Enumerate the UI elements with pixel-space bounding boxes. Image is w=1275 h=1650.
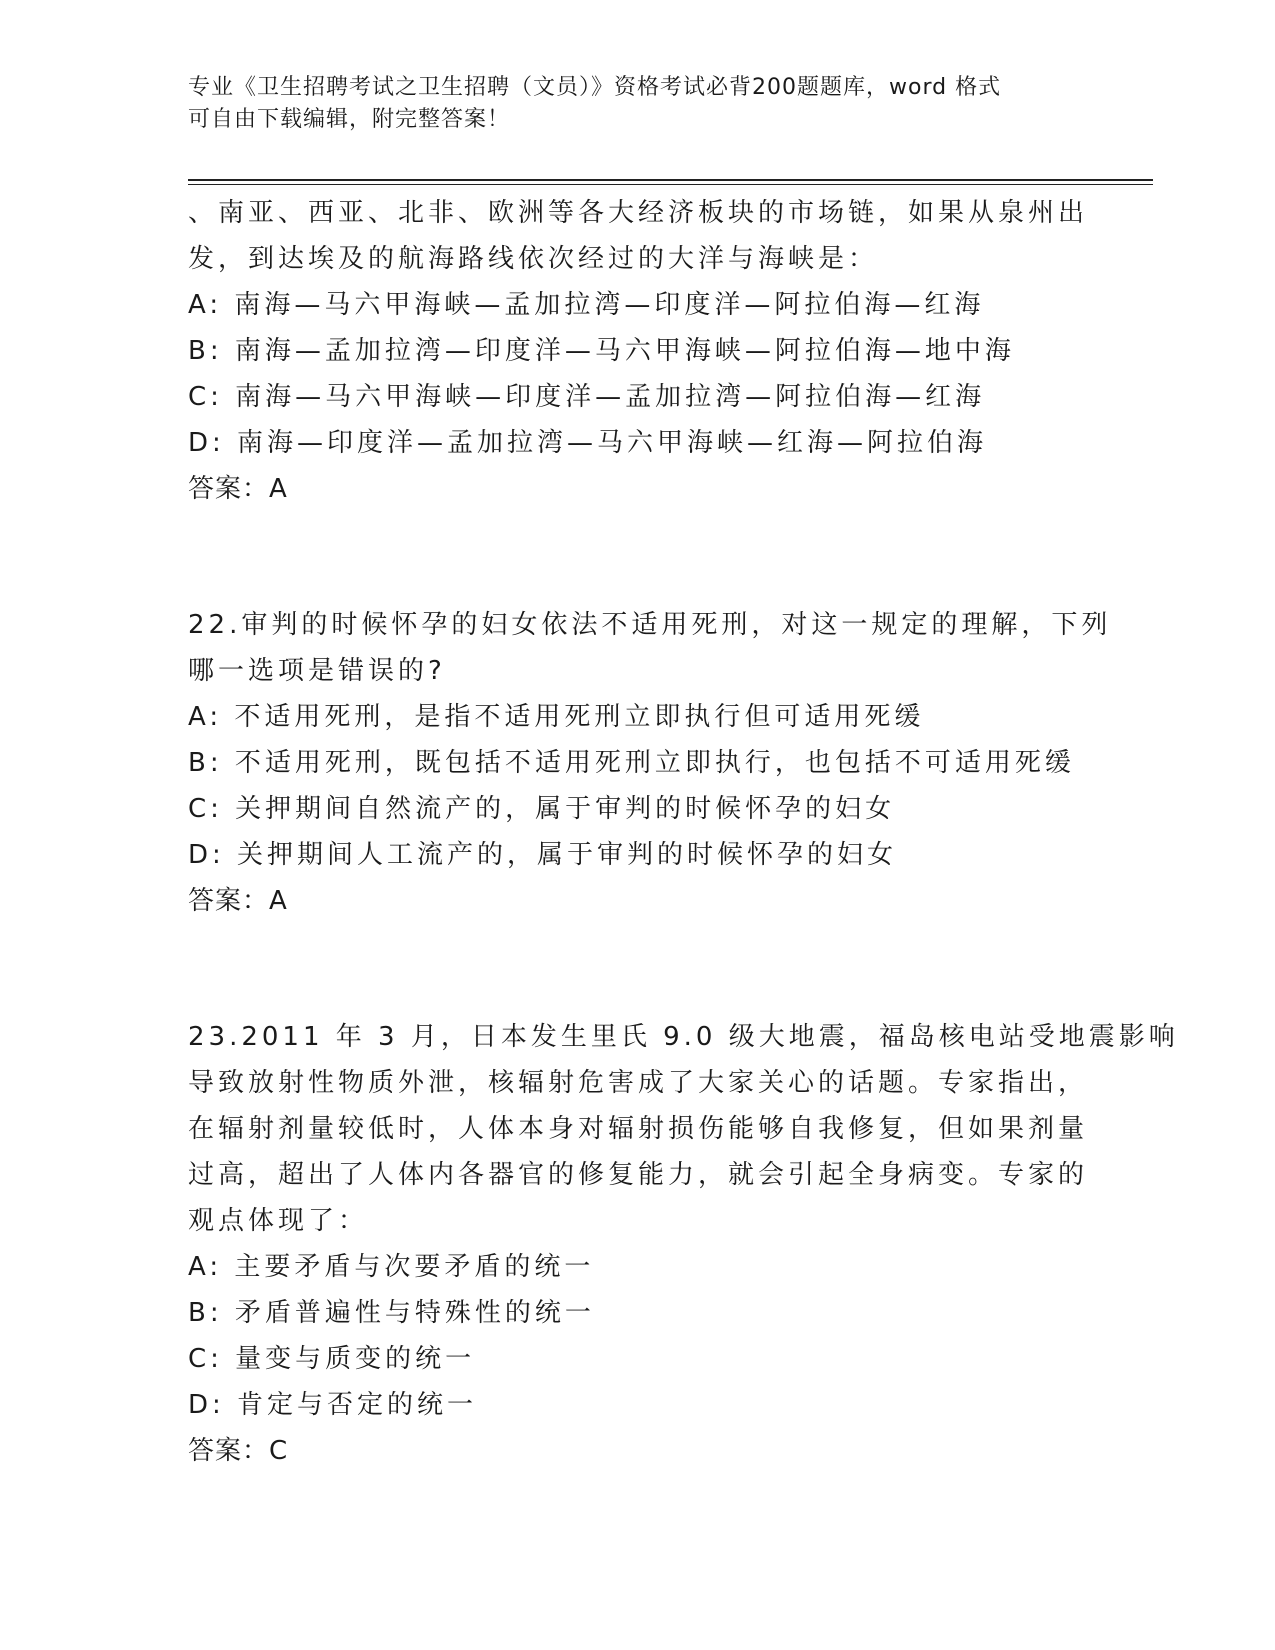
option-a: A: 主要矛盾与次要矛盾的统一 xyxy=(188,1252,595,1282)
answer-line xyxy=(188,878,1088,924)
answer-label: 答案： xyxy=(188,886,270,916)
answer-value: A xyxy=(269,886,287,916)
answer-line xyxy=(188,466,1088,512)
question-text-line: 发，到达埃及的航海路线依次经过的大洋与海峡是： xyxy=(188,244,879,274)
option-c: C: 南海—马六甲海峡—印度洋—孟加拉湾—阿拉伯海—红海 xyxy=(188,382,986,412)
question-text-line: 观点体现了： xyxy=(188,1206,369,1236)
header-line-1: 专业《卫生招聘考试之卫生招聘（文员）》资格考试必背200题题库，word 格式 xyxy=(188,75,1002,100)
answer-value: C xyxy=(269,1436,288,1466)
option-c: C: 量变与质变的统一 xyxy=(188,1344,476,1374)
question-text-line: 23.2011 年 3 月，日本发生里氏 9.0 级大地震，福岛核电站受地震影响 xyxy=(188,1022,1179,1052)
question-text-line: 在辐射剂量较低时，人体本身对辐射损伤能够自我修复，但如果剂量 xyxy=(188,1114,1089,1144)
question-text-line: 哪一选项是错误的? xyxy=(188,656,446,686)
question-text-line: 22.审判的时候怀孕的妇女依法不适用死刑，对这一规定的理解，下列 xyxy=(188,610,1112,640)
question-content xyxy=(188,190,1179,1474)
option-d: D: 肯定与否定的统一 xyxy=(188,1390,478,1420)
option-d: D: 南海—印度洋—孟加拉湾—马六甲海峡—红海—阿拉伯海 xyxy=(188,428,988,458)
option-a: A: 南海—马六甲海峡—孟加拉湾—印度洋—阿拉伯海—红海 xyxy=(188,290,985,320)
question-spacer xyxy=(188,512,1088,602)
answer-value: A xyxy=(269,474,287,504)
question-text-line: 导致放射性物质外泄，核辐射危害成了大家关心的话题。专家指出， xyxy=(188,1068,1089,1098)
answer-label: 答案： xyxy=(188,474,270,504)
question-spacer xyxy=(188,924,1088,1014)
header-line-2: 可自由下载编辑，附完整答案！ xyxy=(188,107,511,132)
question-21 xyxy=(188,190,1088,512)
option-b: B: 南海—孟加拉湾—印度洋—马六甲海峡—阿拉伯海—地中海 xyxy=(188,336,1015,366)
option-d: D: 关押期间人工流产的，属于审判的时候怀孕的妇女 xyxy=(188,840,898,870)
answer-label: 答案： xyxy=(188,1436,270,1466)
question-22 xyxy=(188,602,1112,924)
question-23 xyxy=(188,1014,1179,1474)
header-rule-thin xyxy=(188,184,1153,185)
option-b: B: 矛盾普遍性与特殊性的统一 xyxy=(188,1298,595,1328)
question-text-line: 过高，超出了人体内各器官的修复能力，就会引起全身病变。专家的 xyxy=(188,1160,1089,1190)
header-rule-thick xyxy=(188,179,1153,181)
question-text-line: 、南亚、西亚、北非、欧洲等各大经济板块的市场链，如果从泉州出 xyxy=(188,198,1089,228)
option-a: A: 不适用死刑，是指不适用死刑立即执行但可适用死缓 xyxy=(188,702,925,732)
answer-line xyxy=(188,1428,1088,1474)
option-c: C: 关押期间自然流产的，属于审判的时候怀孕的妇女 xyxy=(188,794,896,824)
option-b: B: 不适用死刑，既包括不适用死刑立即执行，也包括不可适用死缓 xyxy=(188,748,1075,778)
document-header xyxy=(188,72,1088,136)
